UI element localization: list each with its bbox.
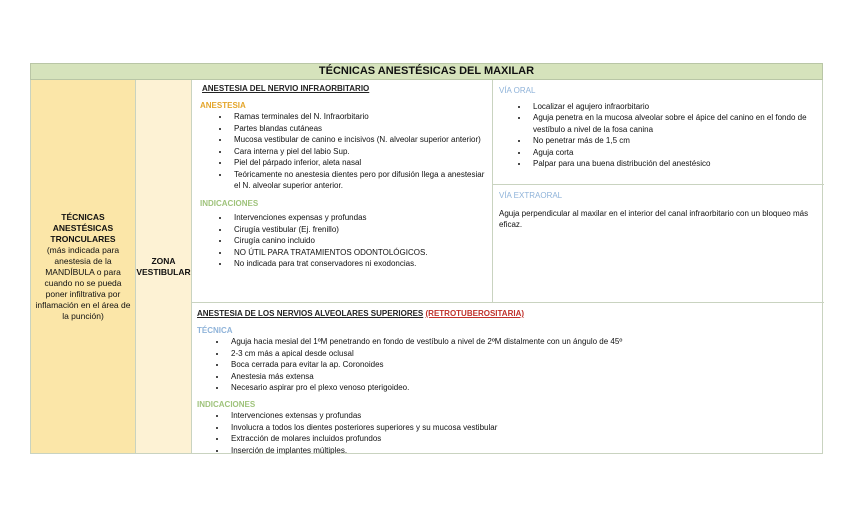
alveolar-indicaciones-list [197, 410, 819, 456]
list-item: • Cara interna y piel del labio Sup. [230, 146, 487, 158]
alveolar-title-red: (RETROTUBEROSITARIA) [425, 309, 525, 318]
list-item: • Mucosa vestibular de canino e incisivos (N. alveolar superior anterior) [230, 134, 487, 146]
via-oral-list [499, 101, 819, 170]
anestesia-list [200, 111, 487, 192]
via-oral-cell [493, 80, 824, 185]
document-page [30, 63, 823, 454]
tecnica-list [197, 336, 819, 394]
alveolar-indicaciones-label: INDICACIONES [197, 399, 256, 409]
list-item: • Aguja hacia mesial del 1ºM penetrando en fondo de vestíbulo a nivel de 2ºM distalmente con un ángulo de 45º [227, 336, 819, 348]
infraorbital-cell [194, 80, 493, 302]
category-heading: TÉCNICAS ANESTÉSICAS TRONCULARES [50, 211, 116, 244]
list-item: • No penetrar más de 1,5 cm [529, 135, 819, 147]
zone-label: ZONA VESTIBULAR [136, 255, 191, 277]
page-title: TÉCNICAS ANESTÉSICAS DEL MAXILAR [30, 63, 823, 80]
via-oral-label: VÍA ORAL [499, 86, 536, 95]
via-extraoral-cell [493, 185, 824, 302]
list-item: • Inserción de implantes múltiples. [227, 445, 819, 457]
list-item: • No indicada para trat conservadores ni exodoncias. [230, 258, 487, 270]
list-item: • 2-3 cm más a apical desde oclusal [227, 348, 819, 360]
list-item: • Anestesia más extensa [227, 371, 819, 383]
alveolar-cell [191, 302, 824, 454]
list-item: • Partes blandas cutáneas [230, 123, 487, 135]
list-item: • Localizar el agujero infraorbitario [529, 101, 819, 113]
tecnica-label: TÉCNICA [197, 325, 233, 335]
list-item: • Palpar para una buena distribución del anestésico [529, 158, 819, 170]
list-item: • Ramas terminales del N. Infraorbitario [230, 111, 487, 123]
list-item: • Extracción de molares incluidos profundos [227, 433, 819, 445]
list-item: • Involucra a todos los dientes posteriores superiores y su mucosa vestibular [227, 422, 819, 434]
list-item: • Aguja corta [529, 147, 819, 159]
anestesia-label: ANESTESIA [200, 100, 246, 110]
left-category-cell [31, 80, 136, 453]
category-note: (más indicada para anestesia de la MANDÍBULA o para cuando no se pueda poner infiltrativa por inflamación en el área de la punción) [35, 244, 131, 321]
list-item: • Aguja penetra en la mucosa alveolar sobre el ápice del canino en el fondo de vestíbulo a nivel de la fosa canina [529, 112, 819, 135]
content-table [30, 80, 823, 454]
list-item: • NO ÚTIL PARA TRATAMIENTOS ODONTOLÓGICOS. [230, 247, 487, 259]
list-item: • Necesario aspirar pro el plexo venoso pterigoideo. [227, 382, 819, 394]
list-item: • Cirugía canino incluido [230, 235, 487, 247]
via-extraoral-text: Aguja perpendicular al maxilar en el interior del canal infraorbitario con un bloqueo más eficaz. [499, 208, 809, 229]
list-item: • Intervenciones extensas y profundas [227, 410, 819, 422]
infraorbital-title: ANESTESIA DEL NERVIO INFRAORBITARIO [202, 84, 370, 93]
zone-cell [136, 80, 192, 453]
indicaciones-label: INDICACIONES [200, 198, 259, 208]
list-item: • Cirugía vestibular (Ej. frenillo) [230, 224, 487, 236]
via-extraoral-label: VÍA EXTRAORAL [499, 191, 563, 200]
list-item: • Teóricamente no anestesia dientes pero por difusión llega a anestesiar el N. alveolar superior anterior. [230, 169, 487, 192]
alveolar-title: ANESTESIA DE LOS NERVIOS ALVEOLARES SUPERIORES [197, 309, 424, 318]
list-item: • Piel del párpado inferior, aleta nasal [230, 157, 487, 169]
indicaciones-list [200, 212, 487, 270]
list-item: • Boca cerrada para evitar la ap. Coronoides [227, 359, 819, 371]
list-item: • Intervenciones expensas y profundas [230, 212, 487, 224]
